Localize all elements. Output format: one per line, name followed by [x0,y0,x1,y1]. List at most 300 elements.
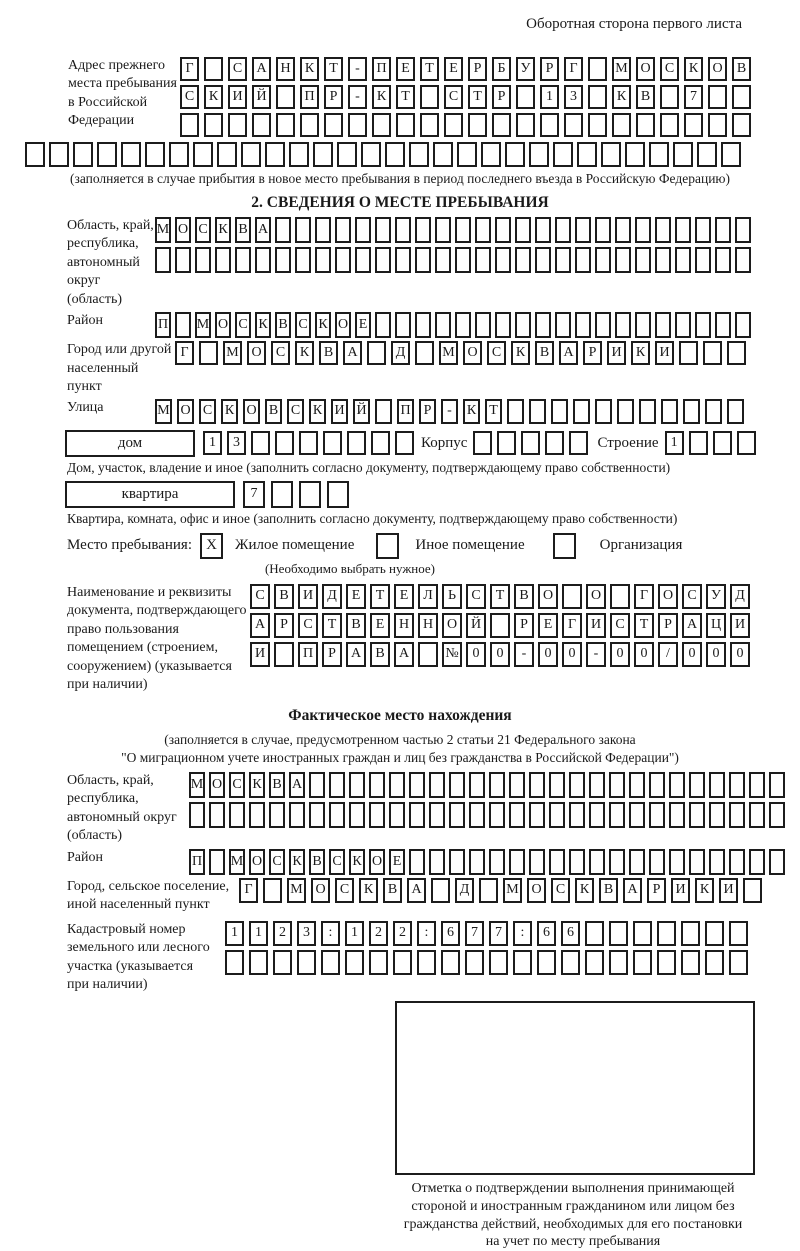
char-cell[interactable]: 0 [682,642,702,667]
char-cell[interactable] [529,802,545,828]
char-cell[interactable] [609,950,628,975]
char-cell[interactable]: № [442,642,462,667]
char-cell[interactable] [409,849,425,875]
char-cell[interactable]: В [514,584,534,609]
char-cell[interactable] [449,772,465,798]
char-cell[interactable] [309,802,325,828]
char-cell[interactable] [289,802,305,828]
char-cell[interactable] [521,431,540,455]
char-cell[interactable]: Т [490,584,510,609]
char-cell[interactable] [575,247,591,273]
char-cell[interactable] [727,399,744,424]
char-cell[interactable] [449,802,465,828]
char-cell[interactable] [657,921,676,946]
char-cell[interactable] [729,802,745,828]
char-cell[interactable] [529,399,546,424]
char-cell[interactable]: К [309,399,326,424]
char-cell[interactable] [324,113,343,137]
char-cell[interactable] [389,772,405,798]
char-cell[interactable] [217,142,237,167]
char-cell[interactable] [309,772,325,798]
prev-address-overflow-row[interactable] [25,142,800,167]
char-cell[interactable] [708,85,727,109]
char-cell[interactable] [249,802,265,828]
char-cell[interactable] [189,802,205,828]
char-cell[interactable] [705,921,724,946]
char-cell[interactable] [429,849,445,875]
char-cell[interactable] [705,950,724,975]
char-cell[interactable]: К [359,878,378,903]
char-cell[interactable] [545,431,564,455]
char-cell[interactable] [735,312,751,338]
char-cell[interactable] [515,312,531,338]
char-cell[interactable]: О [658,584,678,609]
char-cell[interactable] [669,802,685,828]
char-cell[interactable] [372,113,391,137]
char-cell[interactable]: С [551,878,570,903]
actual-district-row[interactable] [189,849,789,875]
char-cell[interactable] [455,247,471,273]
char-cell[interactable]: О [175,217,191,243]
char-cell[interactable]: Г [564,57,583,81]
char-cell[interactable] [420,113,439,137]
char-cell[interactable] [681,950,700,975]
char-cell[interactable] [431,878,450,903]
char-cell[interactable]: Д [730,584,750,609]
char-cell[interactable] [271,481,293,508]
char-cell[interactable]: Й [466,613,486,638]
char-cell[interactable]: А [289,772,305,798]
char-cell[interactable] [610,584,630,609]
char-cell[interactable] [749,802,765,828]
char-cell[interactable]: Е [370,613,390,638]
char-cell[interactable] [415,247,431,273]
char-cell[interactable]: Г [562,613,582,638]
actual-city-row[interactable] [239,878,767,903]
char-cell[interactable]: М [439,341,458,365]
char-cell[interactable]: С [335,878,354,903]
char-cell[interactable] [252,113,271,137]
street-row[interactable] [155,399,749,424]
char-cell[interactable] [569,802,585,828]
char-cell[interactable]: Р [514,613,534,638]
char-cell[interactable] [715,312,731,338]
char-cell[interactable] [435,312,451,338]
char-cell[interactable]: М [155,217,171,243]
char-cell[interactable] [275,217,291,243]
char-cell[interactable]: Р [647,878,666,903]
char-cell[interactable]: О [708,57,727,81]
char-cell[interactable]: М [155,399,172,424]
char-cell[interactable]: А [623,878,642,903]
char-cell[interactable] [769,849,785,875]
char-cell[interactable]: Р [492,85,511,109]
char-cell[interactable] [473,431,492,455]
char-cell[interactable]: В [370,642,390,667]
char-cell[interactable] [615,312,631,338]
char-cell[interactable] [444,113,463,137]
char-cell[interactable]: И [228,85,247,109]
char-cell[interactable] [636,113,655,137]
char-cell[interactable] [660,113,679,137]
char-cell[interactable] [689,431,708,455]
char-cell[interactable] [625,142,645,167]
char-cell[interactable] [635,217,651,243]
char-cell[interactable] [396,113,415,137]
stay-type-checkbox-residential[interactable]: X [200,533,223,559]
char-cell[interactable]: О [369,849,385,875]
char-cell[interactable] [275,431,294,455]
char-cell[interactable]: 6 [537,921,556,946]
char-cell[interactable]: И [655,341,674,365]
char-cell[interactable]: Г [175,341,194,365]
region-row-1[interactable] [155,217,755,243]
char-cell[interactable] [265,142,285,167]
char-cell[interactable]: П [372,57,391,81]
char-cell[interactable] [735,217,751,243]
char-cell[interactable]: А [346,642,366,667]
char-cell[interactable] [649,142,669,167]
char-cell[interactable] [490,613,510,638]
char-cell[interactable]: И [607,341,626,365]
char-cell[interactable]: К [215,217,231,243]
cadastral-row-2[interactable] [225,950,753,975]
char-cell[interactable] [575,312,591,338]
char-cell[interactable] [369,950,388,975]
char-cell[interactable] [195,247,211,273]
char-cell[interactable]: С [180,85,199,109]
char-cell[interactable]: Р [540,57,559,81]
char-cell[interactable] [329,772,345,798]
char-cell[interactable] [300,113,319,137]
char-cell[interactable] [329,802,345,828]
char-cell[interactable] [276,113,295,137]
char-cell[interactable]: Е [538,613,558,638]
char-cell[interactable]: К [289,849,305,875]
char-cell[interactable]: Н [276,57,295,81]
char-cell[interactable] [492,113,511,137]
char-cell[interactable]: С [610,613,630,638]
char-cell[interactable] [529,142,549,167]
char-cell[interactable] [509,772,525,798]
char-cell[interactable]: В [535,341,554,365]
char-cell[interactable] [595,217,611,243]
char-cell[interactable] [705,399,722,424]
char-cell[interactable] [609,772,625,798]
char-cell[interactable] [315,217,331,243]
char-cell[interactable]: К [315,312,331,338]
district-row[interactable] [155,312,755,338]
char-cell[interactable]: О [243,399,260,424]
char-cell[interactable] [385,142,405,167]
char-cell[interactable]: И [331,399,348,424]
char-cell[interactable] [209,849,225,875]
apartment-type-box[interactable]: квартира [65,481,235,508]
char-cell[interactable] [569,772,585,798]
char-cell[interactable]: 2 [273,921,292,946]
char-cell[interactable] [609,802,625,828]
char-cell[interactable]: - [586,642,606,667]
char-cell[interactable] [97,142,117,167]
char-cell[interactable] [225,950,244,975]
char-cell[interactable] [615,217,631,243]
char-cell[interactable] [145,142,165,167]
char-cell[interactable] [337,142,357,167]
prev-address-row-2[interactable] [180,85,756,109]
char-cell[interactable] [697,142,717,167]
char-cell[interactable]: И [586,613,606,638]
char-cell[interactable] [655,312,671,338]
stay-type-checkbox-organization[interactable] [553,533,576,559]
char-cell[interactable]: 6 [441,921,460,946]
char-cell[interactable]: Б [492,57,511,81]
char-cell[interactable]: К [575,878,594,903]
char-cell[interactable] [684,113,703,137]
char-cell[interactable] [609,849,625,875]
char-cell[interactable]: В [636,85,655,109]
char-cell[interactable] [507,399,524,424]
char-cell[interactable] [561,950,580,975]
char-cell[interactable]: И [730,613,750,638]
char-cell[interactable] [540,113,559,137]
prev-address-row-3[interactable] [180,113,756,137]
char-cell[interactable]: М [223,341,242,365]
char-cell[interactable]: Е [389,849,405,875]
char-cell[interactable]: К [255,312,271,338]
char-cell[interactable]: А [394,642,414,667]
char-cell[interactable]: Е [394,584,414,609]
char-cell[interactable] [737,431,756,455]
char-cell[interactable]: О [247,341,266,365]
char-cell[interactable]: В [383,878,402,903]
char-cell[interactable]: К [221,399,238,424]
char-cell[interactable]: Г [634,584,654,609]
char-cell[interactable] [73,142,93,167]
char-cell[interactable]: П [397,399,414,424]
char-cell[interactable]: О [177,399,194,424]
char-cell[interactable] [729,772,745,798]
char-cell[interactable]: О [463,341,482,365]
char-cell[interactable] [529,849,545,875]
char-cell[interactable] [297,950,316,975]
char-cell[interactable]: С [250,584,270,609]
char-cell[interactable] [321,950,340,975]
char-cell[interactable] [489,802,505,828]
char-cell[interactable]: С [229,772,245,798]
char-cell[interactable] [595,399,612,424]
char-cell[interactable]: А [407,878,426,903]
char-cell[interactable] [361,142,381,167]
char-cell[interactable]: К [295,341,314,365]
char-cell[interactable] [371,431,390,455]
char-cell[interactable] [273,950,292,975]
char-cell[interactable] [595,247,611,273]
char-cell[interactable]: : [513,921,532,946]
char-cell[interactable] [721,142,741,167]
char-cell[interactable]: В [275,312,291,338]
char-cell[interactable] [505,142,525,167]
char-cell[interactable] [299,431,318,455]
char-cell[interactable] [409,772,425,798]
char-cell[interactable] [661,399,678,424]
char-cell[interactable]: 3 [297,921,316,946]
char-cell[interactable] [513,950,532,975]
char-cell[interactable]: К [204,85,223,109]
char-cell[interactable] [535,247,551,273]
char-cell[interactable]: Д [391,341,410,365]
char-cell[interactable] [193,142,213,167]
char-cell[interactable] [649,802,665,828]
char-cell[interactable] [749,849,765,875]
char-cell[interactable] [429,772,445,798]
char-cell[interactable] [241,142,261,167]
char-cell[interactable] [615,247,631,273]
char-cell[interactable] [375,399,392,424]
char-cell[interactable] [327,481,349,508]
char-cell[interactable] [769,802,785,828]
char-cell[interactable]: Е [346,584,366,609]
char-cell[interactable]: В [732,57,751,81]
char-cell[interactable] [729,921,748,946]
char-cell[interactable] [629,849,645,875]
char-cell[interactable]: 6 [561,921,580,946]
char-cell[interactable] [489,950,508,975]
char-cell[interactable] [495,312,511,338]
char-cell[interactable] [633,950,652,975]
char-cell[interactable] [169,142,189,167]
char-cell[interactable] [675,247,691,273]
document-row-3[interactable] [250,642,754,667]
char-cell[interactable] [695,217,711,243]
char-cell[interactable] [441,950,460,975]
char-cell[interactable]: Е [355,312,371,338]
char-cell[interactable]: 2 [369,921,388,946]
char-cell[interactable]: 0 [610,642,630,667]
char-cell[interactable]: С [199,399,216,424]
char-cell[interactable]: : [321,921,340,946]
char-cell[interactable] [468,113,487,137]
char-cell[interactable]: П [300,85,319,109]
char-cell[interactable]: Й [353,399,370,424]
char-cell[interactable] [349,772,365,798]
char-cell[interactable] [729,849,745,875]
char-cell[interactable] [255,247,271,273]
document-row-2[interactable] [250,613,754,638]
char-cell[interactable] [612,113,631,137]
char-cell[interactable] [435,217,451,243]
char-cell[interactable]: К [463,399,480,424]
char-cell[interactable] [549,802,565,828]
char-cell[interactable] [589,849,605,875]
char-cell[interactable] [299,481,321,508]
char-cell[interactable] [617,399,634,424]
char-cell[interactable] [635,247,651,273]
char-cell[interactable]: И [671,878,690,903]
char-cell[interactable] [601,142,621,167]
char-cell[interactable]: К [511,341,530,365]
char-cell[interactable] [395,247,411,273]
char-cell[interactable]: Т [485,399,502,424]
char-cell[interactable] [276,85,295,109]
char-cell[interactable] [409,802,425,828]
char-cell[interactable] [369,772,385,798]
char-cell[interactable]: Д [322,584,342,609]
char-cell[interactable] [345,950,364,975]
char-cell[interactable] [49,142,69,167]
document-row-1[interactable] [250,584,754,609]
char-cell[interactable] [537,950,556,975]
char-cell[interactable]: Е [396,57,415,81]
char-cell[interactable]: - [441,399,458,424]
char-cell[interactable] [509,849,525,875]
char-cell[interactable] [669,849,685,875]
char-cell[interactable] [375,247,391,273]
char-cell[interactable] [703,341,722,365]
char-cell[interactable]: О [586,584,606,609]
char-cell[interactable]: Ц [706,613,726,638]
char-cell[interactable]: 7 [243,481,265,508]
char-cell[interactable]: А [559,341,578,365]
char-cell[interactable]: 1 [249,921,268,946]
char-cell[interactable] [274,642,294,667]
char-cell[interactable] [180,113,199,137]
char-cell[interactable] [315,247,331,273]
char-cell[interactable] [549,849,565,875]
char-cell[interactable] [649,772,665,798]
char-cell[interactable] [675,312,691,338]
char-cell[interactable]: 1 [345,921,364,946]
char-cell[interactable] [175,312,191,338]
char-cell[interactable] [569,431,588,455]
char-cell[interactable] [375,217,391,243]
char-cell[interactable] [204,113,223,137]
char-cell[interactable]: Л [418,584,438,609]
char-cell[interactable] [457,142,477,167]
stroenie-cells[interactable] [665,431,761,455]
char-cell[interactable] [657,950,676,975]
char-cell[interactable]: В [274,584,294,609]
char-cell[interactable] [655,247,671,273]
char-cell[interactable]: К [684,57,703,81]
char-cell[interactable]: С [235,312,251,338]
korpus-cells[interactable] [473,431,593,455]
actual-region-row-2[interactable] [189,802,789,828]
char-cell[interactable] [367,341,386,365]
char-cell[interactable]: Т [634,613,654,638]
char-cell[interactable] [348,113,367,137]
char-cell[interactable] [549,772,565,798]
char-cell[interactable] [689,802,705,828]
char-cell[interactable]: С [269,849,285,875]
char-cell[interactable] [415,217,431,243]
char-cell[interactable]: 2 [393,921,412,946]
char-cell[interactable]: Р [324,85,343,109]
char-cell[interactable] [475,217,491,243]
char-cell[interactable] [649,849,665,875]
char-cell[interactable] [269,802,285,828]
char-cell[interactable] [551,399,568,424]
char-cell[interactable]: К [249,772,265,798]
char-cell[interactable]: М [195,312,211,338]
char-cell[interactable] [695,247,711,273]
char-cell[interactable] [553,142,573,167]
char-cell[interactable]: К [300,57,319,81]
char-cell[interactable] [639,399,656,424]
char-cell[interactable] [395,217,411,243]
char-cell[interactable]: П [189,849,205,875]
char-cell[interactable] [409,142,429,167]
char-cell[interactable] [655,217,671,243]
